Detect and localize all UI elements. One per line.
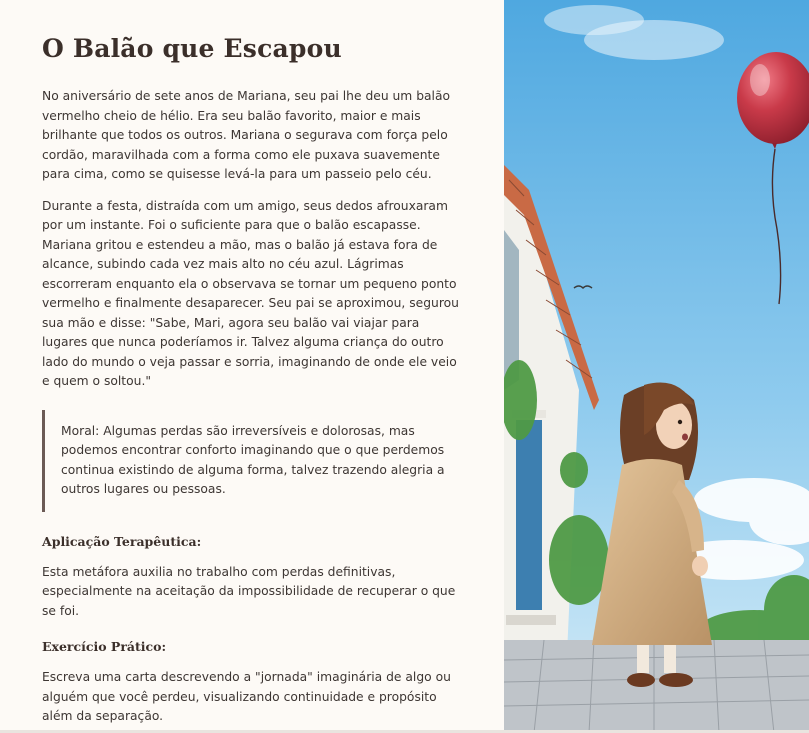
therapeutic-heading: Aplicação Terapêutica:: [42, 533, 202, 549]
therapeutic-section: [42, 534, 462, 622]
cobblestone-street-icon: [504, 640, 809, 733]
moral-text: Moral: Algumas perdas são irreversíveis e dolorosas, mas podemos encontrar conforto imaginando que o que perdemos continua existindo de alguma forma, talvez trazendo alegria a outros lugares ou pessoas.: [61, 423, 445, 496]
moral-blockquote: [42, 410, 462, 512]
story-paragraph-2: Durante a festa, distraída com um amigo, seus dedos afrouxaram por um instante. Foi o suficiente para que o balão escapasse. Mariana gritou e estendeu a mão, mas o balão já estava fora de alcance, subindo cada vez mais alto no céu azul. Lágrimas escorreram enquanto ela o observava se tornar um pequeno ponto vermelho e finalmente desaparecer. Seu pai se aproximou, segurou sua mão e disse: "Sabe, Mari, agora seu balão vai viajar para lugares que nunca poderíamos ir. Talvez alguma criança do outro lado do mundo o veja passar e sorria, imaginando de onde ele veio e quem o soltou.": [42, 198, 459, 388]
story-paragraph-1: No aniversário de sete anos de Mariana, seu pai lhe deu um balão vermelho cheio de hélio. Era seu balão favorito, maior e mais brilhante que todos os outros. Mariana o segurava com força pelo cordão, maravilhada com a forma como ele puxava suavemente para cima, como se quisesse levá-la para um passeio pelo céu.: [42, 89, 451, 181]
story-title: O Balão que Escapou: [42, 34, 342, 63]
exercise-section: [42, 639, 462, 727]
therapeutic-text: Esta metáfora auxilia no trabalho com perdas definitivas, especialmente na aceitação da impossibilidade de recuperar o que se foi.: [42, 564, 456, 618]
exercise-text: Escreva uma carta descrevendo a "jornada" imaginária de algo ou alguém que você perdeu, visualizando continuidade e propósito além da separação.: [42, 670, 451, 723]
exercise-heading: Exercício Prático:: [42, 639, 167, 654]
story-illustration: [504, 0, 809, 733]
